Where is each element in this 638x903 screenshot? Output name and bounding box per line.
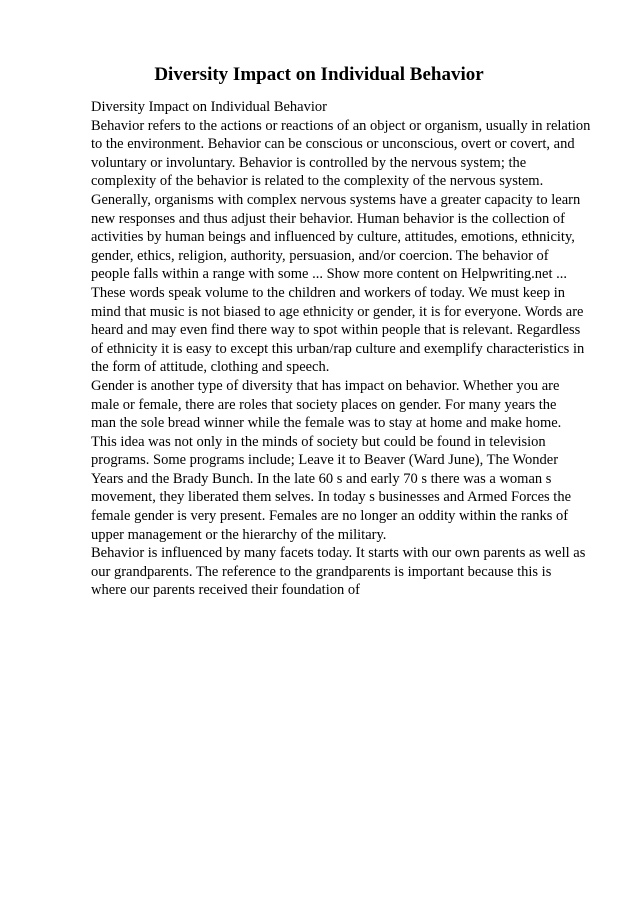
- body-line: activities by human beings and influenced by culture, attitudes, emotions, ethnicity,: [91, 229, 575, 246]
- body-line: programs. Some programs include; Leave it to Beaver (Ward June), The Wonder: [91, 452, 559, 469]
- body-line: new responses and thus adjust their behavior. Human behavior is the collection of: [91, 210, 565, 227]
- body-line: the form of attitude, clothing and speech.: [91, 359, 330, 376]
- body-line: Diversity Impact on Individual Behavior: [91, 99, 327, 115]
- body-line: upper management or the hierarchy of the military.: [91, 526, 387, 543]
- body-line: where our parents received their foundation of: [91, 582, 360, 599]
- body-line: of ethnicity it is easy to except this urban/rap culture and exemplify characteristics in: [91, 340, 585, 357]
- body-line: Gender is another type of diversity that has impact on behavior. Whether you are: [91, 377, 560, 394]
- body-line: movement, they liberated them selves. In today s businesses and Armed Forces the: [91, 489, 572, 506]
- body-line: These words speak volume to the children and workers of today. We must keep in: [91, 284, 565, 301]
- body-line: people falls within a range with some ... Show more content on Helpwriting.net ...: [91, 266, 567, 283]
- body-line: complexity of the behavior is related to the complexity of the nervous system.: [91, 173, 544, 190]
- body-line: our grandparents. The reference to the grandparents is important because this is: [91, 563, 552, 580]
- body-line: voluntary or involuntary. Behavior is controlled by the nervous system; the: [91, 154, 527, 171]
- body-line: gender, ethics, religion, authority, persuasion, and/or coercion. The behavior of: [91, 247, 549, 264]
- body-line: Generally, organisms with complex nervous systems have a greater capacity to learn: [91, 191, 581, 208]
- body-line: man the sole bread winner while the female was to stay at home and make home.: [91, 415, 562, 432]
- body-line: Behavior is influenced by many facets today. It starts with our own parents as well as: [91, 545, 586, 562]
- document-body: [91, 98, 591, 600]
- body-line: Years and the Brady Bunch. In the late 60 s and early 70 s there was a woman s: [91, 470, 552, 487]
- body-line: to the environment. Behavior can be conscious or unconscious, overt or covert, and: [91, 136, 575, 153]
- body-line: Behavior refers to the actions or reactions of an object or organism, usually in relation: [91, 117, 591, 134]
- document-title: Diversity Impact on Individual Behavior: [154, 64, 484, 85]
- body-line: heard and may even find there way to spot within people that is relevant. Regardless: [91, 322, 581, 339]
- body-line: This idea was not only in the minds of society but could be found in television: [91, 433, 546, 450]
- body-line: mind that music is not biased to age ethnicity or gender, it is for everyone. Words are: [91, 303, 584, 320]
- body-line: male or female, there are roles that society places on gender. For many years the: [91, 396, 557, 413]
- body-line: female gender is very present. Females are no longer an oddity within the ranks of: [91, 508, 569, 525]
